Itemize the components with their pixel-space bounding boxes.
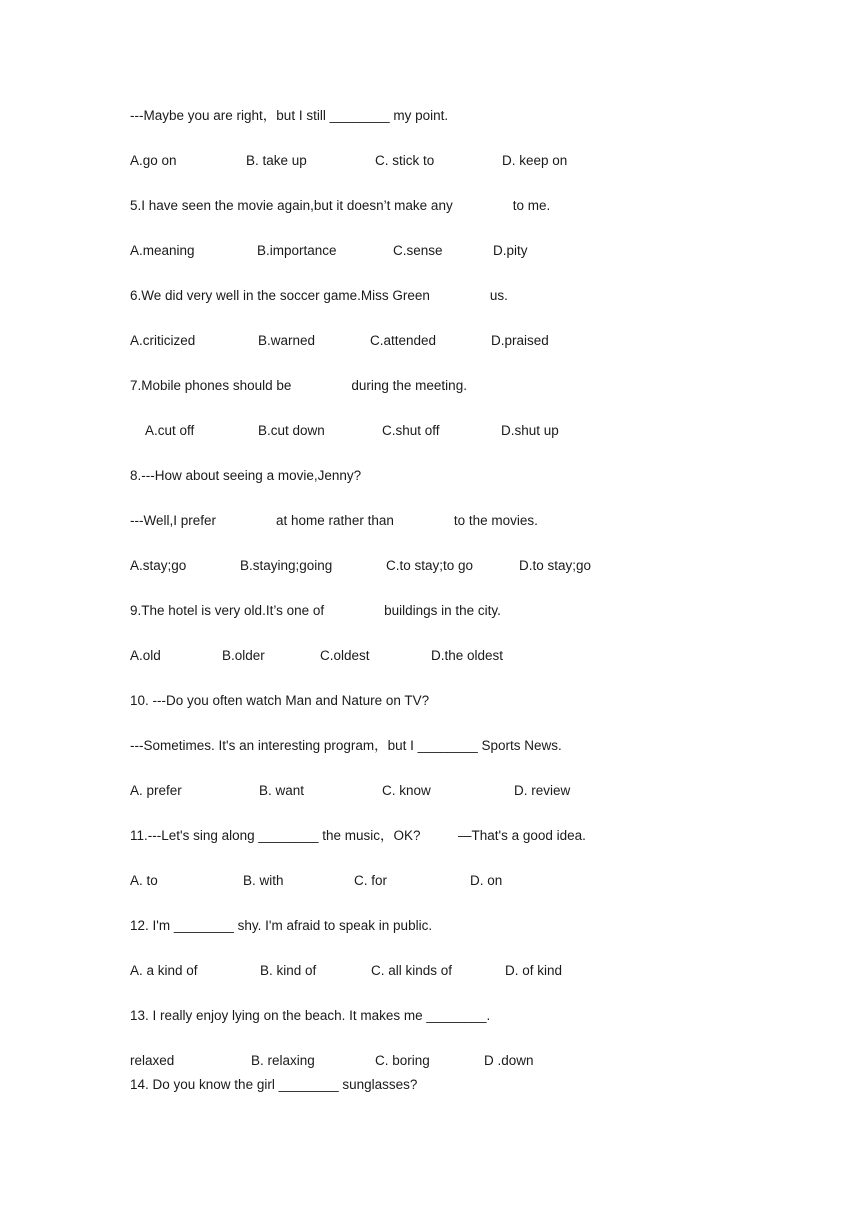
question-7: 7.Mobile phones should be during the meeting. — [130, 378, 467, 393]
option-c: C. know — [382, 783, 431, 798]
option-a: A. a kind of — [130, 963, 198, 978]
option-c: C.to stay;to go — [386, 558, 474, 573]
option-d: D.shut up — [501, 423, 559, 438]
option-a: A.criticized — [130, 333, 196, 348]
option-a: A.stay;go — [130, 558, 187, 573]
option-c: C. stick to — [375, 153, 435, 168]
option-a: A.old — [130, 648, 161, 663]
question-10-reply: ---Sometimes. It's an interesting program，but I ________ Sports News. — [130, 738, 562, 753]
question-line: ---Maybe you are right，but I still ________ my point. — [130, 108, 449, 123]
option-d: D.to stay;go — [519, 558, 592, 573]
question-11: 11.---Let's sing along ________ the music，OK? —That's a good idea. — [130, 828, 586, 843]
option-b: B. relaxing — [251, 1053, 315, 1068]
question-12: 12. I'm ________ shy. I'm afraid to speak in public. — [130, 918, 433, 933]
question-10: 10. ---Do you often watch Man and Nature on TV? — [130, 693, 430, 708]
option-b: B.cut down — [258, 423, 325, 438]
option-d: D.praised — [491, 333, 549, 348]
question-13: 13. I really enjoy lying on the beach. It makes me ________. — [130, 1008, 491, 1023]
option-c: C. boring — [375, 1053, 430, 1068]
question-6: 6.We did very well in the soccer game.Miss Green us. — [130, 288, 508, 303]
option-c: C. for — [354, 873, 388, 888]
option-b: B. with — [243, 873, 284, 888]
option-a: A. to — [130, 873, 158, 888]
question-9: 9.The hotel is very old.It’s one of buildings in the city. — [130, 603, 501, 618]
option-b: B.importance — [257, 243, 337, 258]
option-b: B. take up — [246, 153, 307, 168]
option-b: B.warned — [258, 333, 316, 348]
option-c: C.sense — [393, 243, 443, 258]
option-c: C.shut off — [382, 423, 440, 438]
question-5: 5.I have seen the movie again,but it doesn’t make any to me. — [130, 198, 551, 213]
question-8-reply: ---Well,I prefer at home rather than to the movies. — [130, 513, 538, 528]
option-a: relaxed — [130, 1053, 175, 1068]
option-a: A.go on — [130, 153, 177, 168]
option-d: D. keep on — [502, 153, 568, 168]
option-c: C.oldest — [320, 648, 370, 663]
option-d: D. of kind — [505, 963, 563, 978]
option-d: D. review — [514, 783, 571, 798]
option-d: D.the oldest — [431, 648, 504, 663]
option-b: B. want — [259, 783, 305, 798]
option-b: B.older — [222, 648, 265, 663]
question-14: 14. Do you know the girl ________ sunglasses? — [130, 1077, 418, 1092]
option-d: D. on — [470, 873, 503, 888]
option-a: A.meaning — [130, 243, 195, 258]
question-8: 8.---How about seeing a movie,Jenny? — [130, 468, 362, 483]
option-d: D.pity — [493, 243, 528, 258]
option-a: A. prefer — [130, 783, 182, 798]
option-d: D .down — [484, 1053, 534, 1068]
option-c: C. all kinds of — [371, 963, 453, 978]
option-c: C.attended — [370, 333, 437, 348]
option-b: B. kind of — [260, 963, 317, 978]
option-b: B.staying;going — [240, 558, 333, 573]
option-a: A.cut off — [145, 423, 195, 438]
